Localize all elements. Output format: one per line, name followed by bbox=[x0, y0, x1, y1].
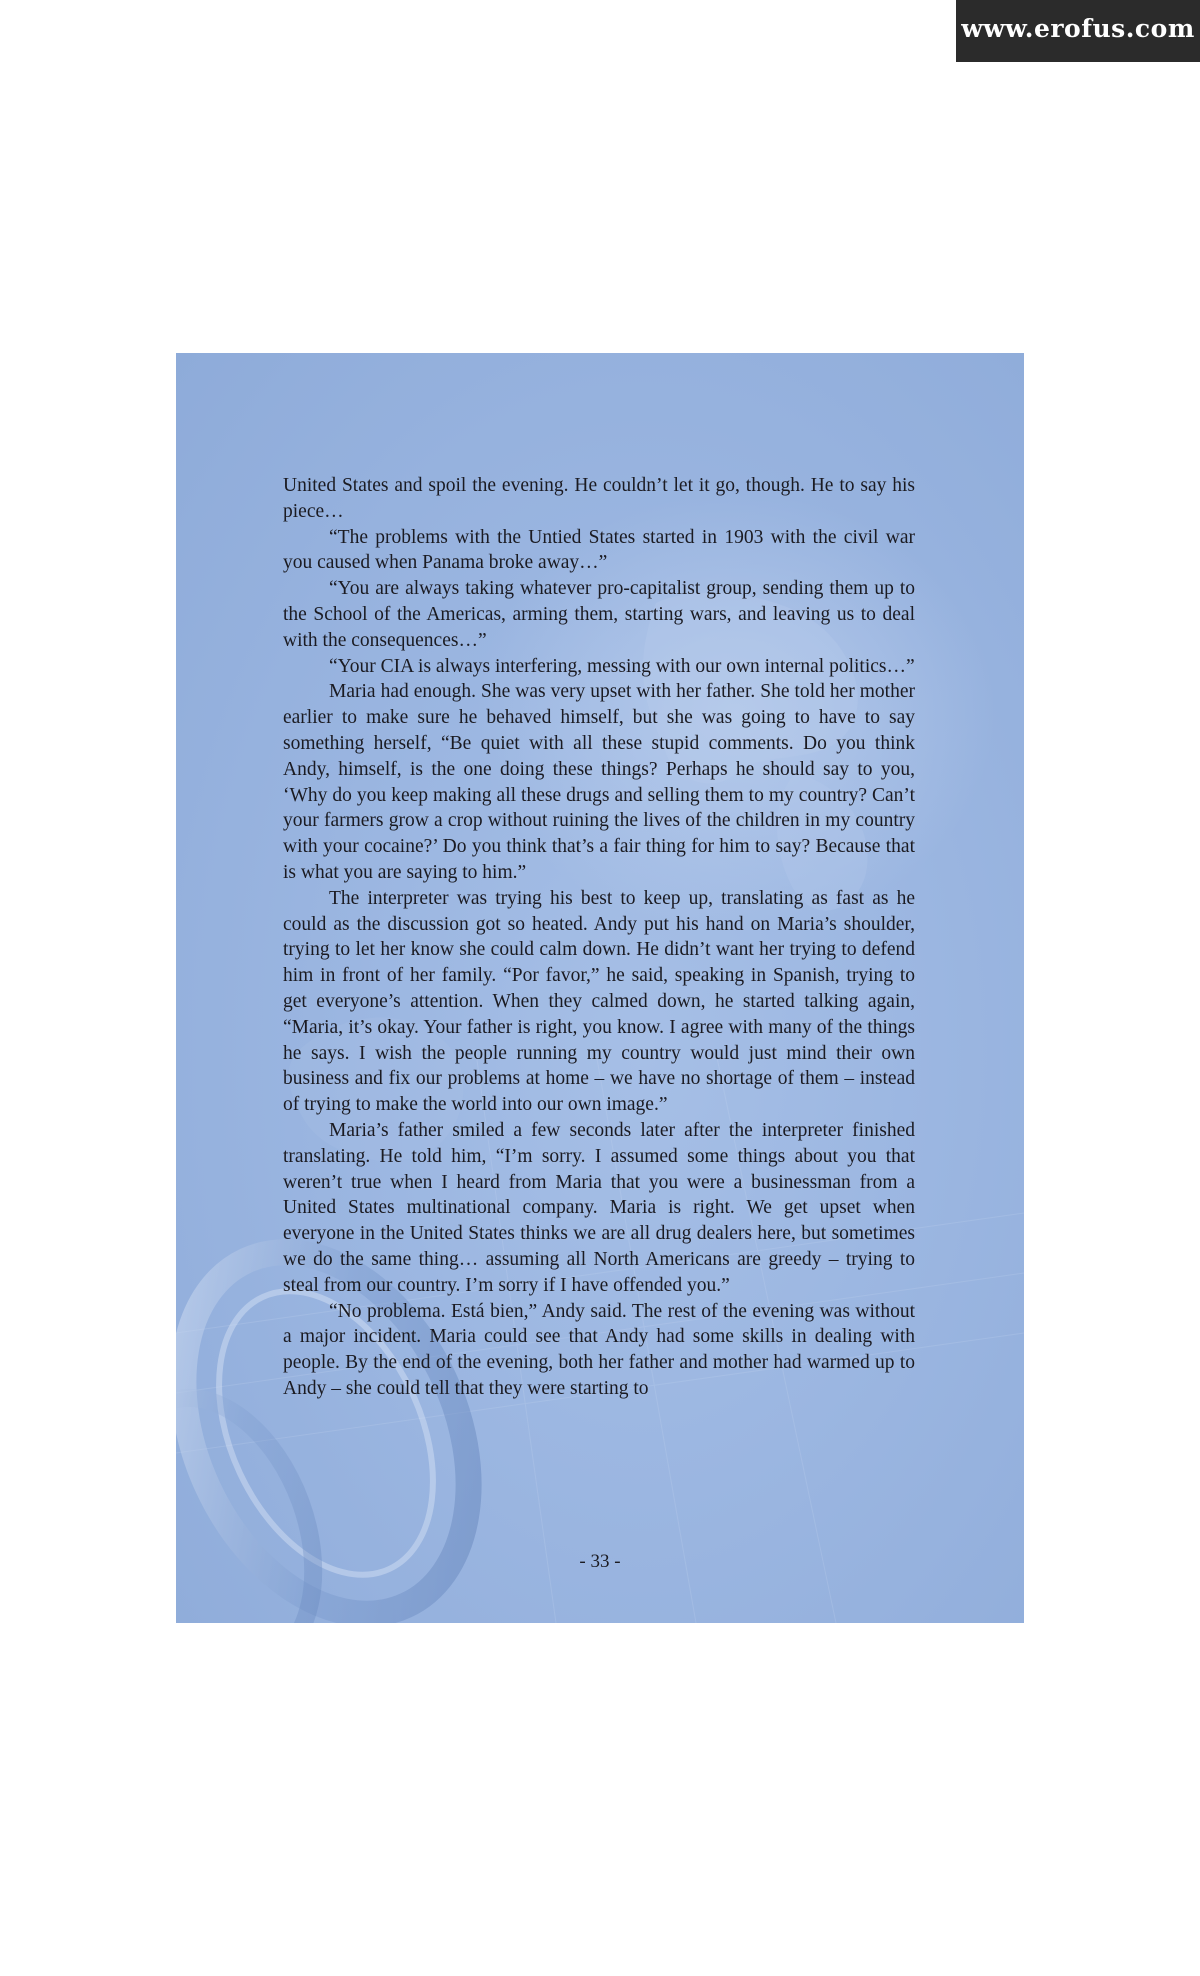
paragraph: Maria’s father smiled a few seconds later after the interpreter finished translating. He told him, “I’m sorry. I assumed some things about you that weren’t true when I heard from Maria that you were a businessman from a United States multinational company. Maria is right. We get upset when everyone in the United States thinks we are all drug dealers here, but sometimes we do the same thing… assuming all North Americans are greedy – trying to steal from our country. I’m sorry if I have offended you.” bbox=[283, 1119, 915, 1296]
watermark-banner bbox=[956, 0, 1200, 62]
paragraph: The interpreter was trying his best to keep up, translating as fast as he could as the discussion got so heated. Andy put his hand on Maria’s shoulder, trying to let her know she could calm down. He didn’t want her trying to defend him in front of her family. “Por favor,” he said, speaking in Spanish, trying to get everyone’s attention. When they calmed down, he started talking again, “Maria, it’s okay. Your father is right, you know. I agree with many of the things he says. I wish the people running my country would just mind their own business and fix our problems at home – we have no shortage of them – instead of trying to make the world into our own image.” bbox=[283, 887, 915, 1116]
book-page bbox=[176, 353, 1024, 1623]
page-number: - 33 - bbox=[579, 1551, 621, 1572]
paragraph: “Your CIA is always interfering, messing with our own internal politics…” bbox=[329, 655, 915, 677]
paragraph: Maria had enough. She was very upset with her father. She told her mother earlier to make sure he behaved himself, but she was going to have to say something herself, “Be quiet with all these stupid comments. Do you think Andy, himself, is the one doing these things? Perhaps he should say to you, ‘Why do you keep making all these drugs and selling them to my country? Can’t your farmers grow a crop without ruining the lives of the children in my country with your cocaine?’ Do you think that’s a fair thing for him to say? Because that is what you are saying to him.” bbox=[283, 681, 915, 883]
paragraph: United States and spoil the evening. He couldn’t let it go, though. He to say his piece… bbox=[283, 475, 915, 522]
paragraph: “No problema. Está bien,” Andy said. The rest of the evening was without a major incident. Maria could see that Andy had some skills in dealing with people. By the end of the evening, both her father and mother had warmed up to Andy – she could tell that they were starting to bbox=[283, 1300, 915, 1399]
paragraph: “You are always taking whatever pro-capitalist group, sending them up to the School of the Americas, arming them, starting wars, and leaving us to deal with the consequences…” bbox=[283, 578, 915, 651]
paragraph: “The problems with the Untied States started in 1903 with the civil war you caused when Panama broke away…” bbox=[283, 526, 915, 574]
body-text bbox=[283, 473, 915, 1402]
watermark-text: www.erofus.com bbox=[961, 14, 1195, 43]
